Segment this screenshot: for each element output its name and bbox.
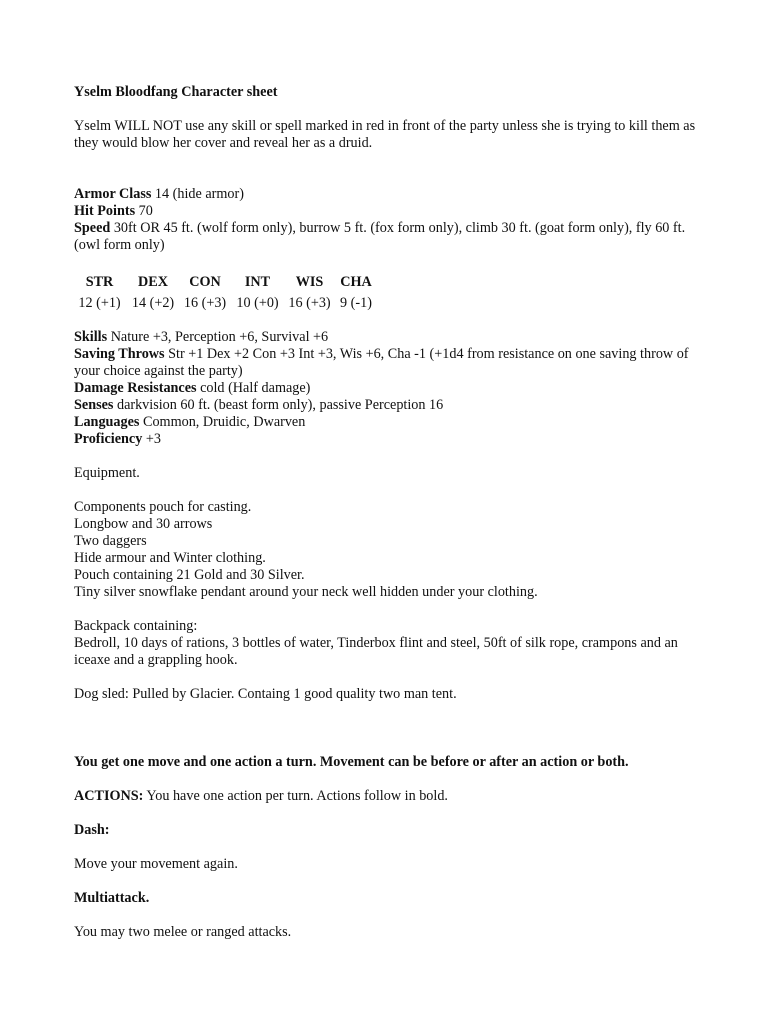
ability-header-cha: CHA (340, 273, 372, 290)
speed-line (74, 220, 704, 254)
proficiency-line (74, 431, 704, 448)
actions-text: You have one action per turn. Actions follow in bold. (143, 788, 448, 804)
languages-value: Common, Druidic, Dwarven (139, 414, 306, 430)
proficiency-value: +3 (142, 431, 161, 447)
backpack-contents: Bedroll, 10 days of rations, 3 bottles of water, Tinderbox flint and steel, 50ft of silk rope, crampons and an iceaxe and a grappling hook. (74, 635, 678, 668)
skills-value: Nature +3, Perception +6, Survival +6 (107, 329, 329, 345)
dash-label: Dash: (74, 822, 110, 838)
multiattack-label: Multiattack. (74, 890, 150, 906)
actions-line (74, 788, 704, 805)
ability-value-int: 10 (+0) (236, 294, 279, 311)
speed-value: 30ft OR 45 ft. (wolf form only), burrow 5 ft. (fox form only), climb 30 ft. (goat form only), fly 60 ft. (owl form only) (74, 220, 686, 253)
hit-points-label: Hit Points (74, 203, 136, 219)
equipment-list (74, 499, 704, 601)
saving-throws-value: Str +1 Dex +2 Con +3 Int +3, Wis +6, Cha -1 (+1d4 from resistance on one saving throw of your choice against the party) (74, 346, 689, 379)
dog-sled-line: Dog sled: Pulled by Glacier. Containg 1 good quality two man tent. (74, 686, 457, 702)
dash-description: Move your movement again. (74, 856, 238, 872)
equipment-heading: Equipment. (74, 465, 140, 481)
character-details (74, 329, 704, 448)
turn-summary (74, 754, 704, 771)
equipment-item: Longbow and 30 arrows (74, 516, 213, 532)
skills-line (74, 329, 704, 346)
senses-label: Senses (74, 397, 114, 413)
skills-label: Skills (74, 329, 108, 345)
damage-resistances-label: Damage Resistances (74, 380, 197, 396)
equipment-item: Components pouch for casting. (74, 499, 252, 515)
actions-label: ACTIONS: (74, 788, 144, 804)
combat-stats (74, 186, 704, 254)
senses-line (74, 397, 704, 414)
equipment-item: Tiny silver snowflake pendant around your neck well hidden under your clothing. (74, 584, 538, 600)
saving-throws-label: Saving Throws (74, 346, 165, 362)
hit-points-value: 70 (135, 203, 153, 219)
equipment-item: Two daggers (74, 533, 147, 549)
multiattack-heading (74, 890, 704, 907)
backpack-heading: Backpack containing: (74, 618, 198, 634)
speed-label: Speed (74, 220, 111, 236)
ability-header-int: INT (244, 273, 271, 290)
hit-points-line (74, 203, 704, 220)
dash-heading (74, 822, 704, 839)
armor-class-label: Armor Class (74, 186, 152, 202)
languages-line (74, 414, 704, 431)
ability-header-dex: DEX (138, 273, 168, 290)
ability-value-row (72, 293, 377, 313)
ability-value-wis: 16 (+3) (288, 294, 331, 311)
damage-resistances-line (74, 380, 704, 397)
senses-value: darkvision 60 ft. (beast form only), passive Perception 16 (113, 397, 444, 413)
equipment-item: Hide armour and Winter clothing. (74, 550, 266, 566)
character-sheet-page (74, 84, 704, 958)
proficiency-label: Proficiency (74, 431, 143, 447)
multiattack-description: You may two melee or ranged attacks. (74, 924, 292, 940)
document-title: Yselm Bloodfang Character sheet (74, 84, 278, 100)
equipment-item: Pouch containing 21 Gold and 30 Silver. (74, 567, 305, 583)
armor-class-value: 14 (hide armor) (151, 186, 244, 202)
ability-value-con: 16 (+3) (183, 294, 227, 311)
damage-resistances-value: cold (Half damage) (196, 380, 311, 396)
turn-summary-text: You get one move and one action a turn. Movement can be before or after an action or both. (74, 754, 629, 770)
backpack-section (74, 618, 704, 669)
ability-header-con: CON (189, 273, 221, 290)
ability-header-row (72, 271, 377, 293)
ability-value-cha: 9 (-1) (340, 294, 372, 311)
ability-scores-table (72, 271, 377, 313)
ability-value-str: 12 (+1) (78, 294, 121, 311)
intro-paragraph: Yselm WILL NOT use any skill or spell marked in red in front of the party unless she is trying to kill them as they would blow her cover and reveal her as a druid. (74, 118, 696, 151)
ability-header-wis: WIS (295, 273, 324, 290)
ability-value-dex: 14 (+2) (131, 294, 175, 311)
armor-class-line (74, 186, 704, 203)
languages-label: Languages (74, 414, 140, 430)
saving-throws-line (74, 346, 704, 380)
ability-header-str: STR (85, 273, 114, 290)
